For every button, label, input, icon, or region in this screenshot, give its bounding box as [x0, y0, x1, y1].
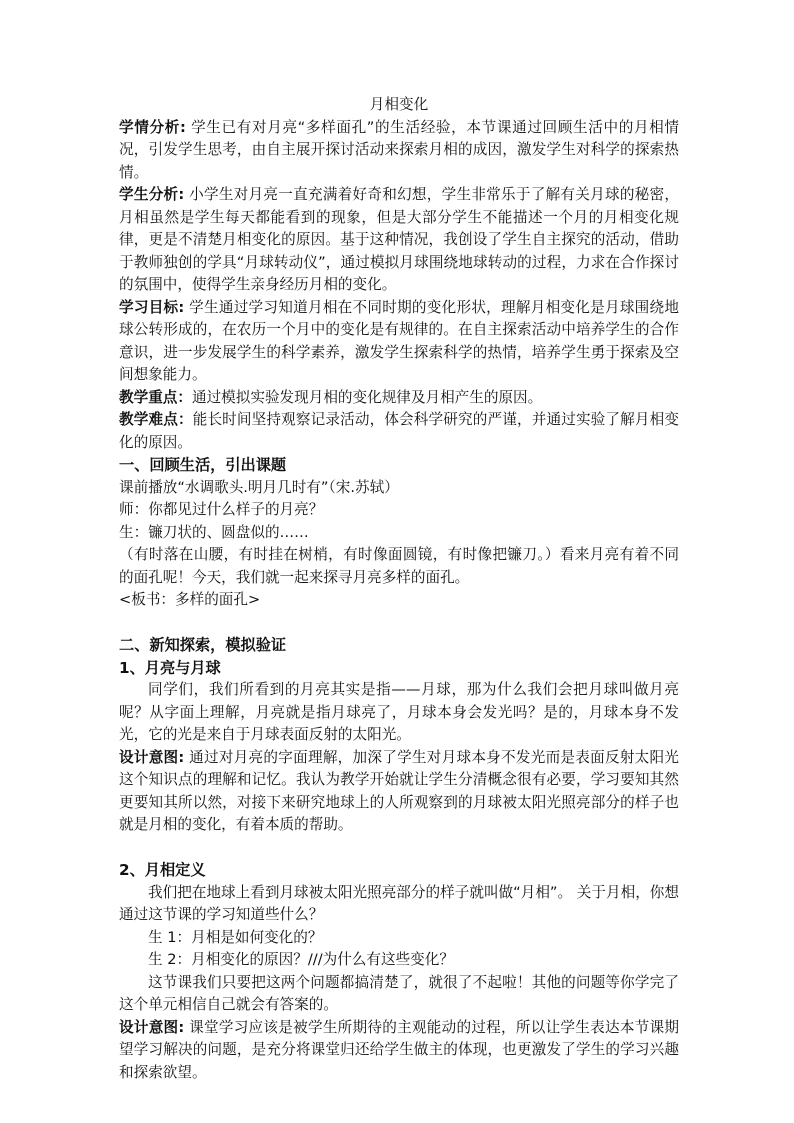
paragraph-phase-definition: 我们把在地球上看到月球被太阳光照亮部分的样子就叫做“月相”。 关于月相，你想通过这节课的学习知道些什么？	[119, 883, 679, 923]
paragraph-closing: 这节课我们只要把这两个问题都搞清楚了，就很了不起啦！其他的问题等你学完了这个单元相信自己就会有答案的。	[119, 973, 679, 1013]
section-design-intent-2: 设计意图: 课堂学习应该是被学生所期待的主观能动的过程，所以让学生表达本节课期望学习解决的问题，是充分将课堂归还给学生做主的体现，也更激发了学生的学习兴趣和探索欲望。	[119, 1018, 679, 1081]
text-learning-goals: 学生通过学习知道月相在不同时期的变化形状，理解月相变化是月球围绕地球公转形成的，在农历一个月中的变化是有规律的。在自主探索活动中培养学生的合作意识，进一步发展学生的科学素养，激发学生探索科学的热情，培养学生勇于探索及空间想象能力。	[119, 298, 679, 383]
text-design-intent-2: 课堂学习应该是被学生所期待的主观能动的过程，所以让学生表达本节课期望学习解决的问题，是充分将课堂归还给学生做主的体现，也更激发了学生的学习兴趣和探索欲望。	[119, 1018, 679, 1081]
label-student-situation: 学情分析	[119, 118, 180, 136]
section-difficulties	[119, 409, 679, 454]
heading-moon-phase-definition: 2、月相定义	[119, 861, 206, 879]
line-teacher-question: 师：你都见过什么样子的月亮？	[119, 501, 324, 518]
doc-title: 月相变化	[369, 96, 429, 113]
spacer	[119, 612, 679, 635]
text-difficulties: 能长时间坚持观察记录活动，体会科学研究的严谨，并通过实验了解月相变化的原因。	[119, 411, 679, 451]
text-key-points: 通过模拟实验发现月相的变化规律及月相产生的原因。	[191, 388, 543, 406]
label-difficulties: 教学难点：	[119, 411, 193, 428]
label-design-intent-2: 设计意图	[119, 1018, 179, 1036]
line-student-2: 生 2：月相变化的原因？///为什么有这些变化？	[148, 951, 454, 968]
label-key-points: 教学重点：	[119, 388, 192, 406]
heading-moon-and-lunar: 1、月亮与月球	[119, 658, 221, 677]
paragraph-moon-light: 同学们，我们所看到的月亮其实是指——月球，那为什么我们会把月球叫做月亮呢？从字面上理解，月亮就是指月球亮了，月球本身会发光吗？是的，月球本身不发光，它的光是来自于月球表面反射的太阳光。	[119, 681, 679, 743]
section-student-situation: 学情分析: 学生已有对月亮“多样面孔”的生活经验，本节课通过回顾生活中的月相情况，引发学生思考，由自主展开探讨活动来探索月相的成因，激发学生对科学的探索热情。	[119, 118, 679, 181]
line-play-song: 课前播放“水调歌头.明月几时有”（宋.苏轼）	[119, 478, 399, 496]
line-student-answer: 生：镰刀状的、圆盘似的……	[119, 523, 309, 541]
line-moon-faces: （有时落在山腰，有时挂在树梢，有时像面圆镜，有时像把镰刀。）看来月亮有着不同的面孔呢！今天，我们就一起来探寻月亮多样的面孔。	[119, 546, 679, 586]
label-design-intent-1: 设计意图	[119, 748, 179, 766]
heading-review-life: 一、回顾生活，引出课题	[119, 456, 287, 474]
section-design-intent-1: 设计意图: 通过对月亮的字面理解，加深了学生对月球本身不发光而是表面反射太阳光这个知识点的理解和记忆。我认为教学开始就让学生分清概念很有必要，学习要知其然更要知其所以然，对接下来研究地球上的人所观察到的月球被太阳光照亮部分的样子也就是月相的变化，有着本质的帮助。	[119, 748, 679, 833]
section-key-points	[119, 387, 679, 410]
heading-new-knowledge: 二、新知探索，模拟验证	[119, 636, 287, 654]
line-board-note: <板书：多样的面孔>	[119, 591, 261, 608]
label-learning-goals: 学习目标	[119, 298, 179, 316]
text-student-analysis: 小学生对月亮一直充满着好奇和幻想，学生非常乐于了解有关月球的秘密，月相虽然是学生每天都能看到的现象，但是大部分学生不能描述一个月的月相变化规律，更是不清楚月相变化的原因。基于这种情况，我创设了学生自主探究的活动，借助于教师独创的学具“月球转动仪”，通过模拟月球围绕地球转动的过程，力求在合作探讨的氛围中，使得学生亲身经历月相的变化。	[119, 186, 679, 293]
spacer	[119, 837, 679, 860]
text-student-situation: 学生已有对月亮“多样面孔”的生活经验，本节课通过回顾生活中的月相情况，引发学生思考，由自主展开探讨活动来探索月相的成因，激发学生对科学的探索热情。	[119, 118, 679, 181]
document-body	[119, 94, 679, 1084]
text-design-intent-1: 通过对月亮的字面理解，加深了学生对月球本身不发光而是表面反射太阳光这个知识点的理解和记忆。我认为教学开始就让学生分清概念很有必要，学习要知其然更要知其所以然，对接下来研究地球上的人所观察到的月球被太阳光照亮部分的样子也就是月相的变化，有着本质的帮助。	[119, 748, 679, 833]
section-student-analysis: 学生分析: 小学生对月亮一直充满着好奇和幻想，学生非常乐于了解有关月球的秘密，月相虽然是学生每天都能看到的现象，但是大部分学生不能描述一个月的月相变化规律，更是不清楚月相变化的原因。基于这种情况，我创设了学生自主探究的活动，借助于教师独创的学具“月球转动仪”，通过模拟月球围绕地球转动的过程，力求在合作探讨的氛围中，使得学生亲身经历月相的变化。	[119, 186, 679, 293]
line-student-1: 生 1：月相是如何变化的？	[148, 928, 323, 946]
section-learning-goals: 学习目标: 学生通过学习知道月相在不同时期的变化形状，理解月相变化是月球围绕地球公转形成的，在农历一个月中的变化是有规律的。在自主探索活动中培养学生的合作意识，进一步发展学生的科学素养，激发学生探索科学的热情，培养学生勇于探索及空间想象能力。	[119, 298, 679, 383]
label-student-analysis: 学生分析	[119, 186, 179, 203]
